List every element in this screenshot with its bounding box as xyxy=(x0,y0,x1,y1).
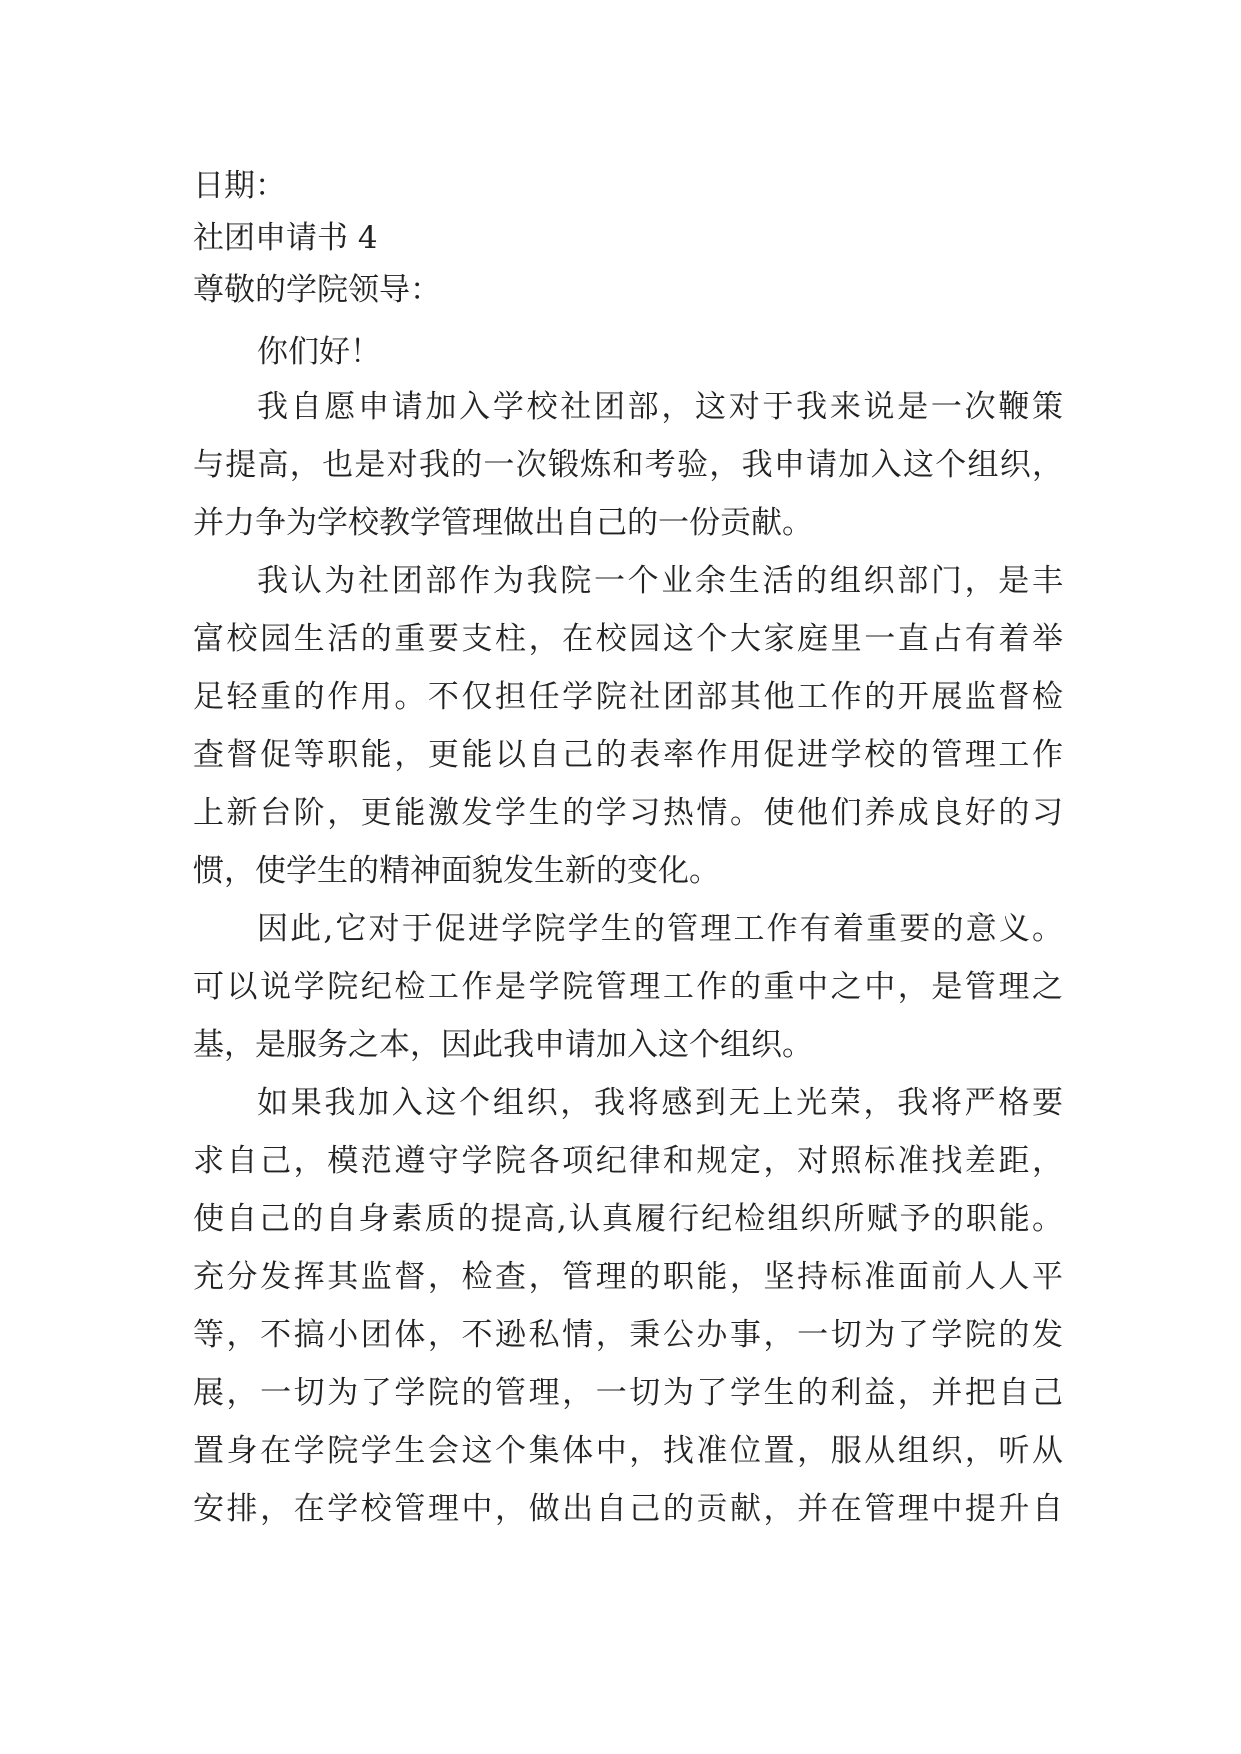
date-label: 日期： xyxy=(193,168,286,204)
document-page xyxy=(193,160,1063,1538)
greeting: 你们好！ xyxy=(257,334,381,370)
paragraph-line: 并力争为学校教学管理做出自己的一份贡献。 xyxy=(193,505,813,541)
document-title: 社团申请书 4 xyxy=(193,220,378,256)
paragraph-2 xyxy=(193,552,1063,900)
paragraph-line: 查督促等职能，更能以自己的表率作用促进学校的管理工作 xyxy=(193,737,1063,773)
paragraph-line: 惯，使学生的精神面貌发生新的变化。 xyxy=(193,853,720,889)
paragraph-line: 我认为社团部作为我院一个业余生活的组织部门，是丰 xyxy=(257,563,1063,599)
paragraph-line: 置身在学院学生会这个集体中，找准位置，服从组织，听从 xyxy=(193,1433,1063,1469)
paragraph-line: 基，是服务之本，因此我申请加入这个组织。 xyxy=(193,1027,813,1063)
paragraph-line: 我自愿申请加入学校社团部，这对于我来说是一次鞭策 xyxy=(257,389,1063,425)
paragraph-line: 与提高，也是对我的一次锻炼和考验，我申请加入这个组织， xyxy=(193,447,1063,483)
paragraph-line: 富校园生活的重要支柱，在校园这个大家庭里一直占有着举 xyxy=(193,621,1063,657)
paragraph-line: 因此,它对于促进学院学生的管理工作有着重要的意义。 xyxy=(257,911,1063,947)
paragraph-line: 上新台阶，更能激发学生的学习热情。使他们养成良好的习 xyxy=(193,795,1063,831)
paragraph-4 xyxy=(193,1074,1063,1538)
paragraph-1 xyxy=(193,378,1063,552)
paragraph-line: 可以说学院纪检工作是学院管理工作的重中之中，是管理之 xyxy=(193,969,1063,1005)
paragraph-line: 求自己，模范遵守学院各项纪律和规定，对照标准找差距， xyxy=(193,1143,1063,1179)
paragraph-line: 足轻重的作用。不仅担任学院社团部其他工作的开展监督检 xyxy=(193,679,1063,715)
paragraph-line: 安排，在学校管理中，做出自己的贡献，并在管理中提升自 xyxy=(193,1491,1063,1527)
salutation: 尊敬的学院领导： xyxy=(193,272,441,308)
paragraph-3 xyxy=(193,900,1063,1074)
paragraph-line: 展，一切为了学院的管理，一切为了学生的利益，并把自己 xyxy=(193,1375,1063,1411)
paragraph-line: 等，不搞小团体，不逊私情，秉公办事，一切为了学院的发 xyxy=(193,1317,1063,1353)
paragraph-line: 如果我加入这个组织，我将感到无上光荣，我将严格要 xyxy=(257,1085,1063,1121)
paragraph-line: 使自己的自身素质的提高,认真履行纪检组织所赋予的职能。 xyxy=(193,1201,1063,1237)
paragraph-line: 充分发挥其监督，检查，管理的职能，坚持标准面前人人平 xyxy=(193,1259,1063,1295)
